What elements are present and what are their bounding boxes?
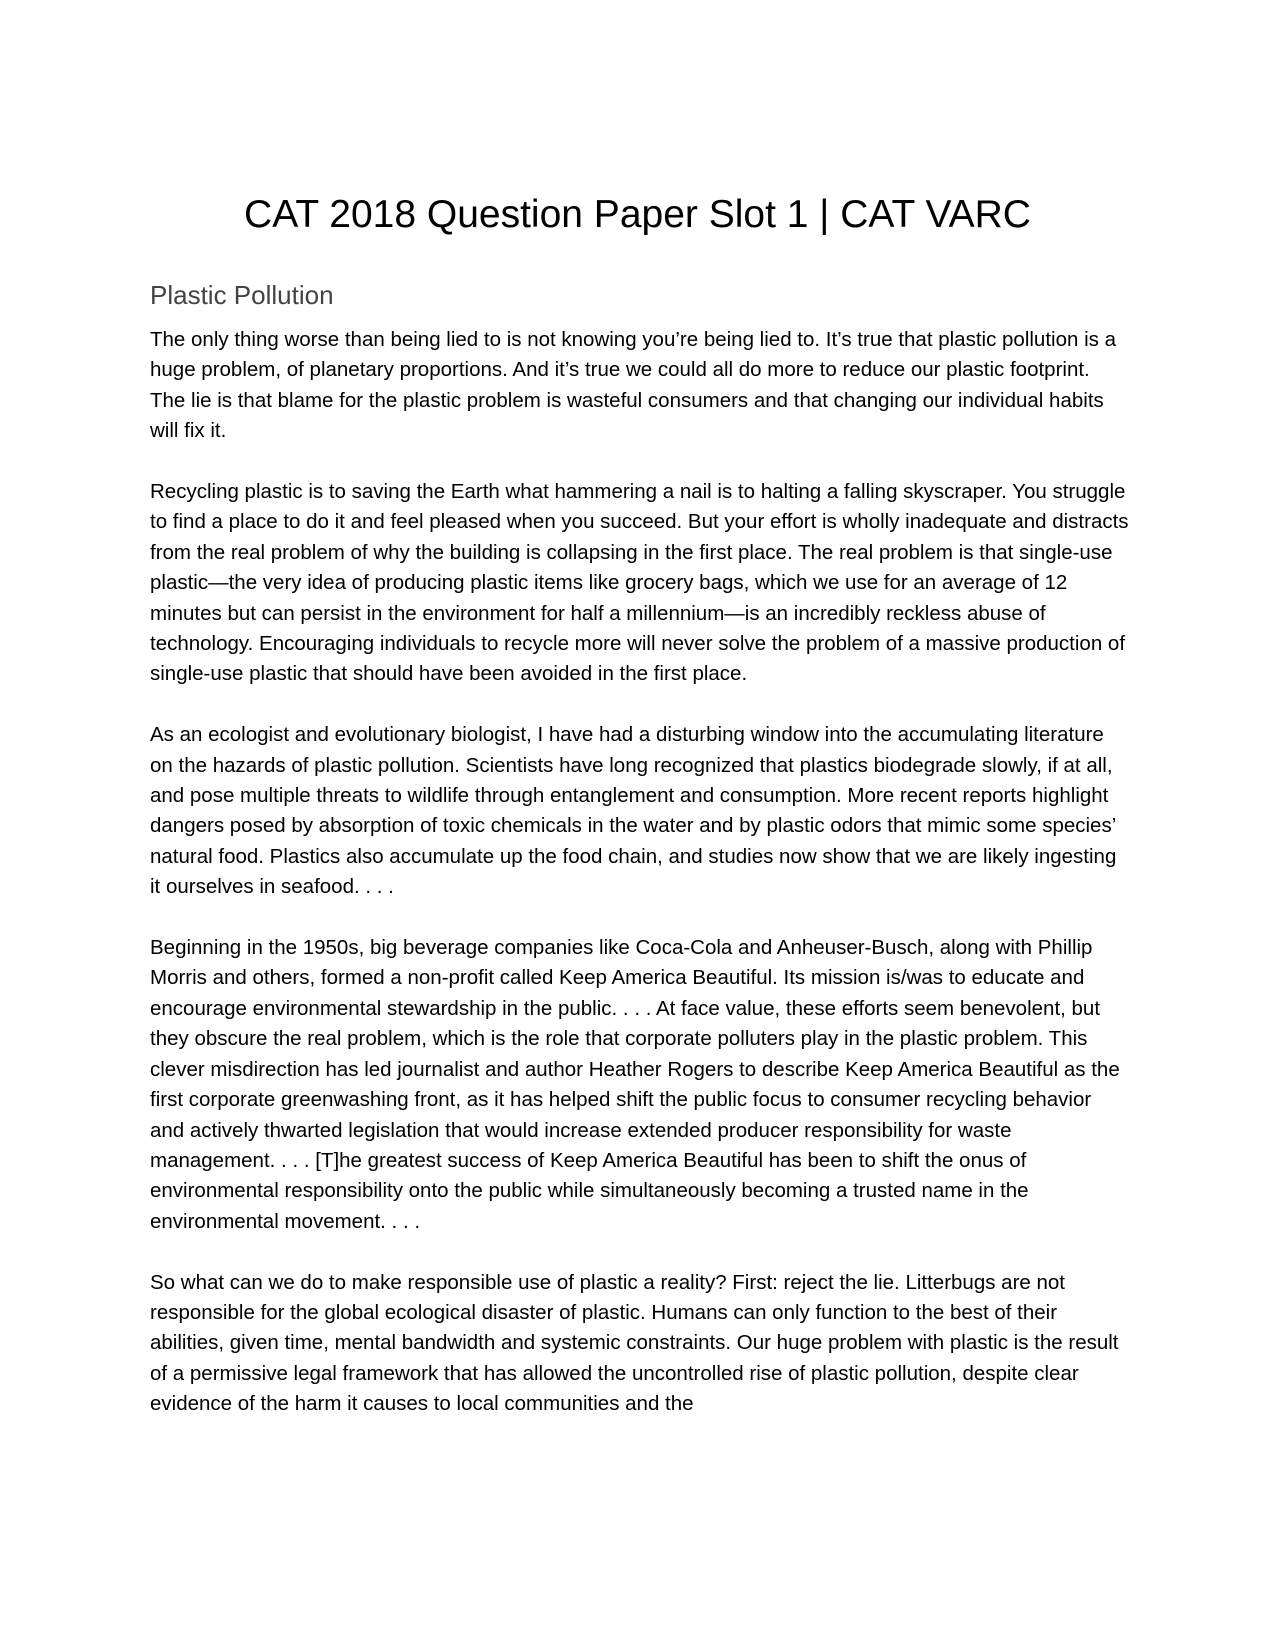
paragraph: The only thing worse than being lied to is not knowing you’re being lied to. It’s true that plastic pollution is a huge problem, of planetary proportions. And it’s true we could all do more to reduce our plastic footprint. The lie is that blame for the plastic problem is wasteful consumers and that changing our individual habits will fix it.: [150, 328, 1116, 443]
paragraph: As an ecologist and evolutionary biologist, I have had a disturbing window into the accumulating literature on the hazards of plastic pollution. Scientists have long recognized that plastics biodegrade slowly, if at all, and pose multiple threats to wildlife through entanglement and consumption. More recent reports highlight dangers posed by absorption of toxic chemicals in the water and by plastic odors that mimic some species’ natural food. Plastics also accumulate up the food chain, and studies now show that we are likely ingesting it ourselves in seafood. . . .: [150, 723, 1117, 899]
paragraph: So what can we do to make responsible use of plastic a reality? First: reject the lie. Litterbugs are not responsible for the global ecological disaster of plastic. Humans can only function to the best of their abilities, given time, mental bandwidth and systemic constraints. Our huge problem with plastic is the result of a permissive legal framework that has allowed the uncontrolled rise of plastic pollution, despite clear evidence of the harm it causes to local communities and the: [150, 1270, 1119, 1416]
passage-body: [150, 325, 1130, 1450]
section-heading: Plastic Pollution: [150, 280, 334, 310]
paragraph: Recycling plastic is to saving the Earth what hammering a nail is to halting a falling skyscraper. You struggle to find a place to do it and feel pleased when you succeed. But your effort is wholly inadequate and distracts from the real problem of why the building is collapsing in the first place. The real problem is that single-use plastic—the very idea of producing plastic items like grocery bags, which we use for an average of 12 minutes but can persist in the environment for half a millennium—is an incredibly reckless abuse of technology. Encouraging individuals to recycle more will never solve the problem of a massive production of single-use plastic that should have been avoided in the first place.: [150, 480, 1129, 686]
paragraph: Beginning in the 1950s, big beverage companies like Coca-Cola and Anheuser-Busch, along with Phillip Morris and others, formed a non-profit called Keep America Beautiful. Its mission is/was to educate and encourage environmental stewardship in the public. . . . At face value, these efforts seem benevolent, but they obscure the real problem, which is the role that corporate polluters play in the plastic problem. This clever misdirection has led journalist and author Heather Rogers to describe Keep America Beautiful as the first corporate greenwashing front, as it has helped shift the public focus to consumer recycling behavior and actively thwarted legislation that would increase extended producer responsibility for waste management. . . . [T]he greatest success of Keep America Beautiful has been to shift the onus of environmental responsibility onto the public while simultaneously becoming a trusted name in the environmental movement. . . .: [150, 936, 1120, 1233]
page-title: CAT 2018 Question Paper Slot 1 | CAT VARC: [244, 193, 1031, 236]
